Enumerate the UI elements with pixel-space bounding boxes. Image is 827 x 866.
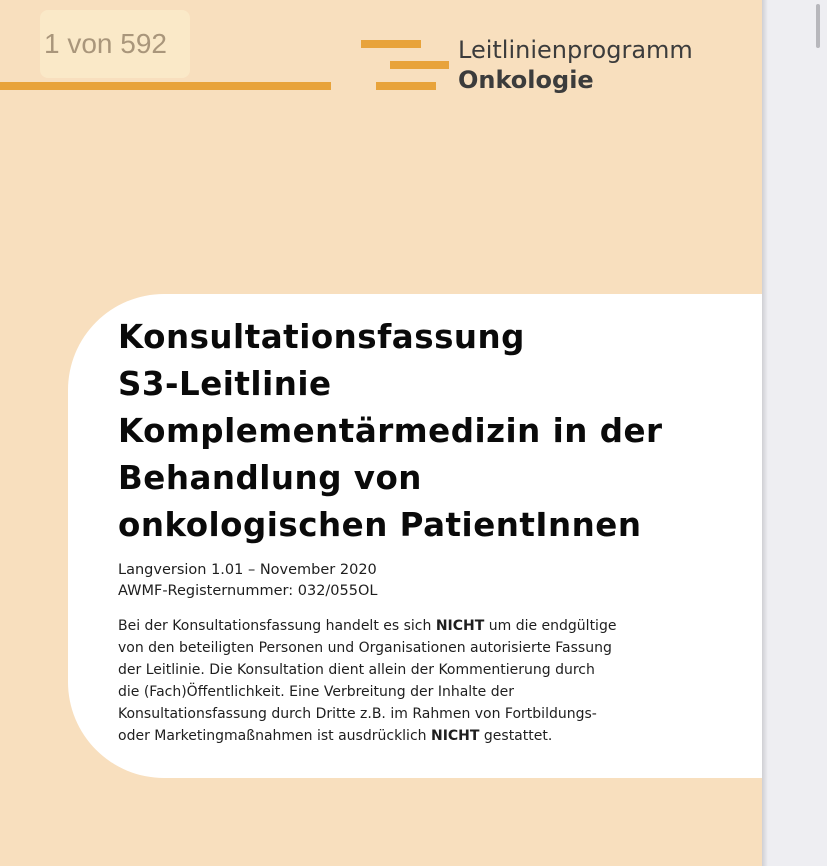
- logo-text-program: Leitlinienprogramm: [458, 36, 693, 64]
- page-counter-badge: 1 von 592: [40, 10, 190, 78]
- notice-line: Bei der Konsultationsfassung handelt es sich NICHT um die endgültige: [118, 618, 617, 634]
- logo-text-oncology: Onkologie: [458, 66, 594, 94]
- notice-line: die (Fach)Öffentlichkeit. Eine Verbreitung der Inhalte der: [118, 684, 514, 700]
- consultation-notice: [118, 615, 678, 747]
- notice-line: oder Marketingmaßnahmen ist ausdrücklich NICHT gestattet.: [118, 728, 553, 744]
- notice-line: der Leitlinie. Die Konsultation dient allein der Kommentierung durch: [118, 662, 595, 678]
- document-title: [118, 314, 738, 549]
- header-accent-line: [0, 82, 331, 90]
- register-number: AWMF-Registernummer: 032/055OL: [118, 583, 378, 599]
- notice-line: von den beteiligten Personen und Organisationen autorisierte Fassung: [118, 640, 612, 656]
- notice-emphasis: NICHT: [430, 728, 480, 744]
- title-line: Komplementärmedizin in der: [118, 412, 663, 450]
- notice-line: Konsultationsfassung durch Dritte z.B. im Rahmen von Fortbildungs-: [118, 706, 597, 722]
- logo-bar-icon: [390, 61, 449, 69]
- scrollbar-thumb[interactable]: [816, 4, 820, 48]
- notice-emphasis: NICHT: [435, 618, 485, 634]
- page-edge-shadow: [762, 0, 768, 866]
- title-line: Behandlung von: [118, 459, 422, 497]
- title-line: onkologischen PatientInnen: [118, 506, 642, 544]
- version-info: Langversion 1.01 – November 2020: [118, 562, 377, 578]
- scrollbar[interactable]: [814, 0, 823, 866]
- title-card: [68, 294, 762, 778]
- document-meta: [118, 560, 377, 602]
- title-line: S3-Leitlinie: [118, 365, 332, 403]
- logo-bar-icon: [376, 82, 436, 90]
- logo-bar-icon: [361, 40, 421, 48]
- title-line: Konsultationsfassung: [118, 318, 525, 356]
